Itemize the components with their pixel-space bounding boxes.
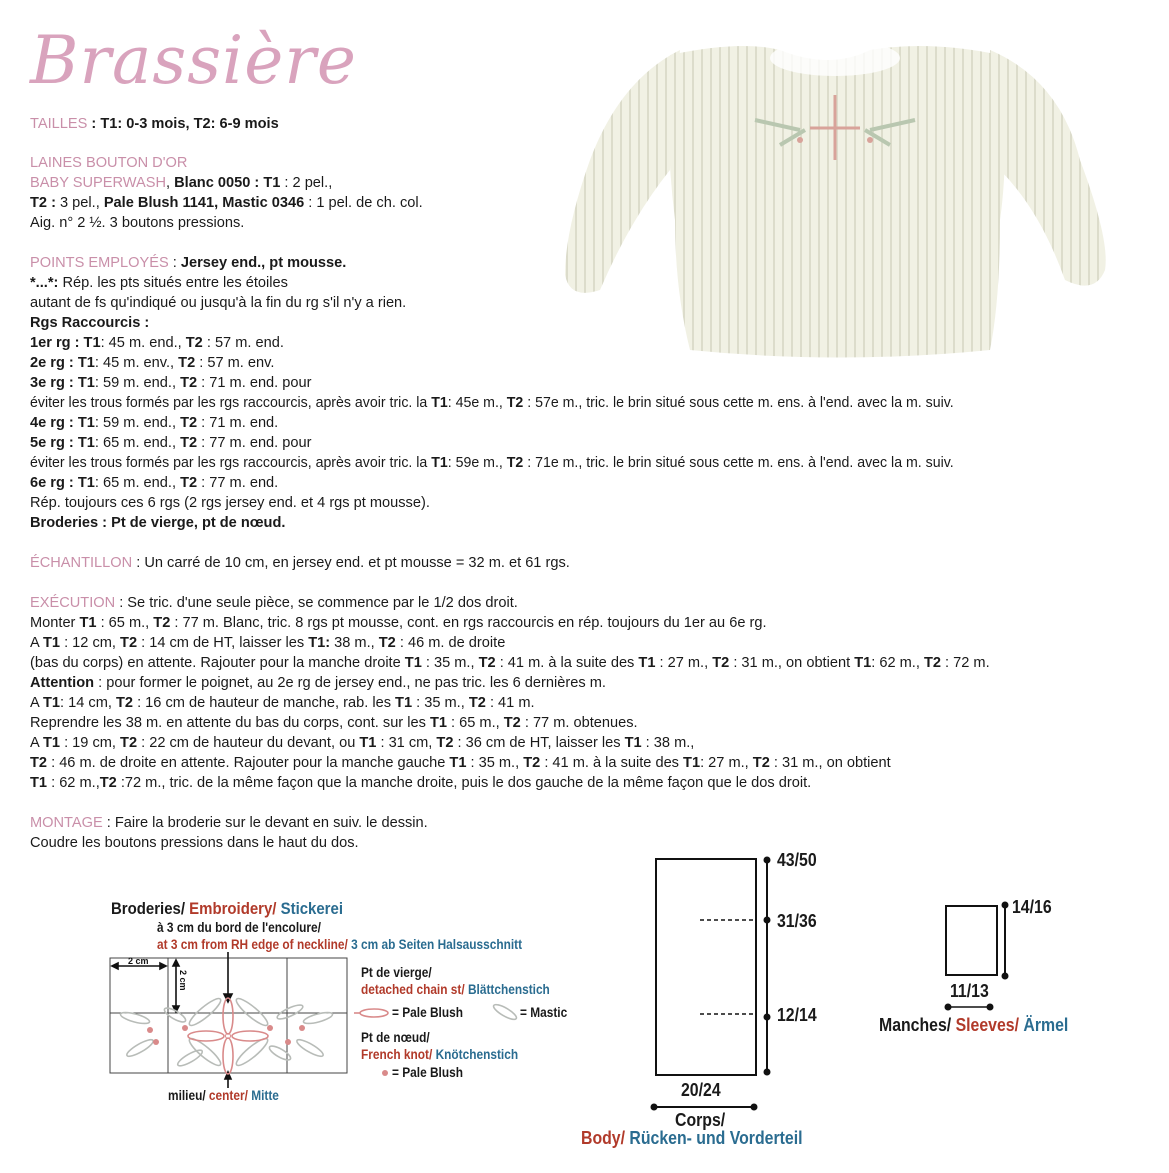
bold-term: 6e rg : T1 <box>30 475 95 491</box>
bold-term: T2 <box>180 375 198 391</box>
yarn-name: BABY SUPERWASH <box>30 175 166 191</box>
embroidery-stitches-line <box>30 513 285 533</box>
bold-term: T1 <box>42 695 61 711</box>
bold-term: T1: <box>308 635 331 651</box>
text-segment: : 65 m., <box>96 615 154 631</box>
text-segment: : 22 cm de hauteur du devant, ou <box>137 735 360 751</box>
detached-chain-line <box>361 982 550 997</box>
yarn-line-1: BABY SUPERWASH, Blanc 0050 : T1 : 2 pel., <box>30 175 333 191</box>
yarn-colors-qty: : 1 pel. de ch. col. <box>304 195 423 211</box>
text-segment: : 77 m. obtenues. <box>520 715 638 731</box>
bold-term: T2 <box>30 755 48 771</box>
sleeve-label <box>879 1015 1068 1036</box>
sleeve-rect <box>946 906 997 975</box>
body-height-mid: 31/36 <box>777 911 817 931</box>
text-segment: A <box>30 635 43 651</box>
bold-term: T2 <box>115 695 134 711</box>
bold-term: T2 <box>506 395 524 411</box>
yarn-qty-t1: : 2 pel., <box>280 175 333 191</box>
text-segment: : 38 m., <box>641 735 695 751</box>
text-segment: : 77 m. Blanc, tric. 8 rgs pt mousse, cont. en rgs raccourcis en rép. toujours du 1er au 6e rg. <box>170 615 767 631</box>
text-segment: Monter <box>30 615 80 631</box>
execution-label: EXÉCUTION <box>30 595 116 611</box>
text-segment: : 14 cm, <box>60 695 116 711</box>
text-segment: : 36 cm de HT, laisser les <box>453 735 625 751</box>
position-fr: à 3 cm du bord de l'encolure/ <box>157 920 321 935</box>
bold-term: T1 <box>624 735 642 751</box>
gauge-label: ÉCHANTILLON <box>30 555 133 571</box>
text-segment: : 45e m., <box>447 395 507 411</box>
stars-line-2: autant de fs qu'indiqué ou jusqu'à la fin du rg s'il n'y a rien. <box>30 295 407 311</box>
bold-term: T2 <box>436 735 454 751</box>
assembly-line-2: Coudre les boutons pressions dans le haut du dos. <box>30 835 359 851</box>
sweater-photo <box>560 20 1120 375</box>
stars-text: Rép. les pts situés entre les étoiles <box>58 275 288 291</box>
text-segment: : 45 m. env., <box>94 355 179 371</box>
execution-line <box>30 713 638 733</box>
text-segment: A <box>30 695 43 711</box>
bold-term: T2 <box>478 655 496 671</box>
short-row <box>30 413 278 433</box>
detached-chain-de: Blättchenstich <box>464 982 550 997</box>
execution-line <box>30 693 535 713</box>
french-knot-en: French knot/ <box>361 1047 433 1062</box>
text-segment: : Se tric. d'une seule pièce, se commence par le 1/2 dos droit. <box>115 595 518 611</box>
bold-term: T2 <box>378 635 396 651</box>
bold-term: T2 <box>185 335 203 351</box>
body-rect <box>656 859 756 1075</box>
bold-term: T2 <box>506 455 524 471</box>
position-de: 3 cm ab Seiten Halsausschnitt <box>347 937 523 952</box>
page-title: Brassière <box>30 22 357 99</box>
text-segment: : 59 m. end., <box>94 375 181 391</box>
body-label-de: Rücken- und Vorderteil <box>625 1128 803 1148</box>
text-segment: : 57 m. env. <box>195 355 275 371</box>
bold-term: T1 <box>431 395 448 411</box>
bold-term: T2 <box>99 775 117 791</box>
text-segment: : 57 m. end. <box>202 335 284 351</box>
bold-term: T1 <box>42 735 61 751</box>
execution-line <box>30 653 990 673</box>
body-label-fr: Corps/ <box>675 1110 726 1130</box>
french-knot-de: Knötchenstich <box>432 1047 519 1062</box>
text-segment: : 59 m. end., <box>94 415 181 431</box>
stitches-line: POINTS EMPLOYÉS : Jersey end., pt mousse. <box>30 255 347 271</box>
pale-blush-leaf-icon <box>352 1006 392 1020</box>
bold-term: T2 <box>180 415 198 431</box>
execution-line <box>30 593 518 613</box>
text-segment: : 59e m., <box>447 455 507 471</box>
bold-term: T2 <box>180 475 198 491</box>
text-segment: : 46 m. de droite en attente. Rajouter pour la manche gauche <box>47 755 450 771</box>
yarn-brand: LAINES BOUTON D'OR <box>30 155 188 171</box>
sleeve-height: 14/16 <box>1012 897 1052 917</box>
detached-chain-fr: Pt de vierge/ <box>361 965 432 980</box>
text-segment: Reprendre les 38 m. en attente du bas du corps, cont. sur les <box>30 715 430 731</box>
center-en: center/ <box>205 1088 248 1103</box>
text-segment: : 62 m., <box>47 775 100 791</box>
center-label <box>168 1088 279 1103</box>
center-de: Mitte <box>247 1088 279 1103</box>
embroidery-title-en: Embroidery/ <box>185 899 277 918</box>
bold-term: 2e rg : T1 <box>30 355 95 371</box>
sweater-left-sleeve <box>565 50 680 293</box>
repeat-line: Rép. toujours ces 6 rgs (2 rgs jersey end. et 4 rgs pt mousse). <box>30 495 430 511</box>
text-segment: : 41 m. à la suite des <box>495 655 639 671</box>
gauge-value: : Un carré de 10 cm, en jersey end. et pt mousse = 32 m. et 61 rgs. <box>132 555 570 571</box>
text-segment: : 45 m. end., <box>100 335 186 351</box>
short-rows-heading: Rgs Raccourcis : <box>30 315 150 331</box>
text-segment: : 46 m. de droite <box>395 635 506 651</box>
text-segment: : 14 cm de HT, laisser les <box>137 635 309 651</box>
text-segment: : 65 m., <box>446 715 504 731</box>
bold-term: T2 <box>120 635 138 651</box>
short-row <box>30 373 312 393</box>
yarn-qty-t2: 3 pel., <box>55 195 104 211</box>
bold-term: T2 <box>923 655 941 671</box>
assembly-text: : Faire la broderie sur le devant en suiv. le dessin. <box>102 815 428 831</box>
bold-term: T2 <box>178 355 196 371</box>
bold-term: 3e rg : T1 <box>30 375 95 391</box>
stitches-value: Jersey end., pt mousse. <box>180 255 347 271</box>
text-segment: : 12 cm, <box>60 635 121 651</box>
embroidery-title-de: Stickerei <box>276 899 343 918</box>
embroidery-title-fr: Broderies/ <box>111 899 186 918</box>
short-rows-label <box>30 313 149 333</box>
short-row <box>30 353 274 373</box>
text-segment: : pour former le poignet, au 2e rg de jersey end., ne pas tric. les 6 dernières m. <box>94 675 606 691</box>
t2-label: T2 : <box>30 195 56 211</box>
text-segment: : 31 m., on obtient <box>729 655 855 671</box>
bold-term: T2 <box>523 755 541 771</box>
text-segment: : 35 m., <box>466 755 524 771</box>
body-height-top: 43/50 <box>777 850 817 870</box>
assembly-label: MONTAGE <box>30 815 103 831</box>
bold-term: T1 <box>359 735 377 751</box>
bold-term: T2 <box>468 695 486 711</box>
text-segment: : 27 m., <box>655 655 713 671</box>
execution-line <box>30 673 606 693</box>
dim-v-label: 2 cm <box>178 970 188 991</box>
text-segment: : 35 m., <box>412 695 469 711</box>
bold-term: T1 <box>638 655 656 671</box>
sweater-body <box>668 46 1005 358</box>
execution-line <box>30 733 694 753</box>
bold-term: T1 <box>42 635 61 651</box>
french-knots <box>147 1025 305 1045</box>
execution-line <box>30 633 505 653</box>
short-row <box>30 473 278 493</box>
text-segment: A <box>30 735 43 751</box>
body-label <box>581 1128 803 1149</box>
text-segment: : 77 m. end. pour <box>197 435 312 451</box>
body-label-en: Body/ <box>581 1128 626 1148</box>
short-row-note <box>30 453 954 473</box>
text-segment: : 19 cm, <box>60 735 121 751</box>
gauge-line <box>30 553 570 573</box>
text-segment: : 41 m. à la suite des <box>540 755 684 771</box>
short-row <box>30 333 284 353</box>
french-knot-line <box>361 1047 518 1062</box>
stars-line <box>30 273 288 293</box>
body-width: 20/24 <box>681 1080 721 1100</box>
text-segment: : 31 cm, <box>376 735 437 751</box>
execution-line <box>30 613 767 633</box>
body-schematic <box>640 850 840 1120</box>
mastic-legend: = Mastic <box>520 1005 568 1020</box>
bold-term: T1 <box>431 455 448 471</box>
stitches-label: POINTS EMPLOYÉS <box>30 255 169 271</box>
text-segment: : 27 m., <box>700 755 753 771</box>
text-segment: :72 m., tric. de la même façon que la manche droite, puis le dos gauche de la même façon que le dos droit. <box>116 775 812 791</box>
text-segment: : 77 m. end. <box>197 475 279 491</box>
yarn-line-2 <box>30 193 423 213</box>
assembly-line <box>30 813 428 833</box>
text-segment: : 62 m., <box>871 655 924 671</box>
sizes-line: TAILLES : T1: 0-3 mois, T2: 6-9 mois <box>30 116 279 132</box>
short-row-note <box>30 393 954 413</box>
detached-chain-en: detached chain st/ <box>361 982 465 997</box>
position-en: at 3 cm from RH edge of neckline/ <box>157 937 348 952</box>
text-segment: : 71 m. end. pour <box>197 375 312 391</box>
body-height-low: 12/14 <box>777 1005 817 1025</box>
text-segment: (bas du corps) en attente. Rajouter pour la manche droite <box>30 655 405 671</box>
text-segment: : 71e m., tric. le brin situé sous cette m. ens. à l'end. avec la m. suiv. <box>523 455 954 471</box>
text-segment: : 65 m. end., <box>94 435 181 451</box>
bold-term: T2 <box>503 715 521 731</box>
sizes-value: T1: 0-3 mois, T2: 6-9 mois <box>100 116 279 132</box>
bold-term: T1 <box>79 615 97 631</box>
yarn-color-blanc: Blanc 0050 : T1 <box>174 175 281 191</box>
text-segment: : 71 m. end. <box>197 415 279 431</box>
needles-line: Aig. n° 2 ½. 3 boutons pressions. <box>30 215 245 231</box>
text-segment: : 72 m. <box>940 655 990 671</box>
bold-term: Attention <box>30 675 95 691</box>
sleeve-label-fr: Manches/ <box>879 1015 952 1035</box>
bold-term: T2 <box>712 655 730 671</box>
bold-term: T2 <box>752 755 770 771</box>
pale-blush-legend: = Pale Blush <box>392 1005 463 1020</box>
bold-term: 4e rg : T1 <box>30 415 95 431</box>
embroidery-chart <box>100 950 360 1090</box>
center-fr: milieu/ <box>168 1088 206 1103</box>
bold-term: T2 <box>180 435 198 451</box>
text-segment: : 16 cm de hauteur de manche, rab. les <box>133 695 396 711</box>
mastic-leaf-icon <box>490 1003 520 1021</box>
bold-term: T1 <box>429 715 447 731</box>
bold-term: T1 <box>404 655 422 671</box>
bold-term: T1 <box>683 755 701 771</box>
bold-term: T2 <box>120 735 138 751</box>
text-segment: 38 m., <box>330 635 379 651</box>
sleeve-label-en: Sleeves/ <box>951 1015 1020 1035</box>
french-knot-legend: = Pale Blush <box>392 1065 463 1080</box>
bold-term: T1 <box>854 655 872 671</box>
short-row <box>30 433 312 453</box>
sleeve-width: 11/13 <box>950 981 989 1001</box>
text-segment: : 41 m. <box>485 695 535 711</box>
bold-term: 5e rg : T1 <box>30 435 95 451</box>
dim-h-label: 2 cm <box>128 956 149 966</box>
text-segment: éviter les trous formés par les rgs raccourcis, après avoir tric. la <box>30 395 432 411</box>
sizes-label: TAILLES <box>30 116 88 132</box>
execution-line <box>30 773 811 793</box>
stars-label: *...*: <box>30 275 59 291</box>
sleeve-label-de: Ärmel <box>1019 1015 1069 1035</box>
text-segment: éviter les trous formés par les rgs raccourcis, après avoir tric. la <box>30 455 432 471</box>
french-knot-icon <box>380 1068 390 1078</box>
bold-term: T1 <box>395 695 413 711</box>
sweater-right-sleeve <box>990 50 1106 286</box>
bold-term: T1 <box>30 775 48 791</box>
yarn-colors: Pale Blush 1141, Mastic 0346 <box>103 195 305 211</box>
execution-line <box>30 753 891 773</box>
text-segment: : 35 m., <box>421 655 479 671</box>
embroidery-title <box>111 899 343 919</box>
text-segment: : 65 m. end., <box>94 475 181 491</box>
bold-term: T1 <box>449 755 467 771</box>
french-knot-fr: Pt de nœud/ <box>361 1030 430 1045</box>
text-segment: : 31 m., on obtient <box>769 755 891 771</box>
embroidery-stitches: Broderies : Pt de vierge, pt de nœud. <box>30 515 286 531</box>
bold-term: T2 <box>153 615 171 631</box>
bold-term: 1er rg : T1 <box>30 335 101 351</box>
text-segment: : 57e m., tric. le brin situé sous cette m. ens. à l'end. avec la m. suiv. <box>523 395 954 411</box>
